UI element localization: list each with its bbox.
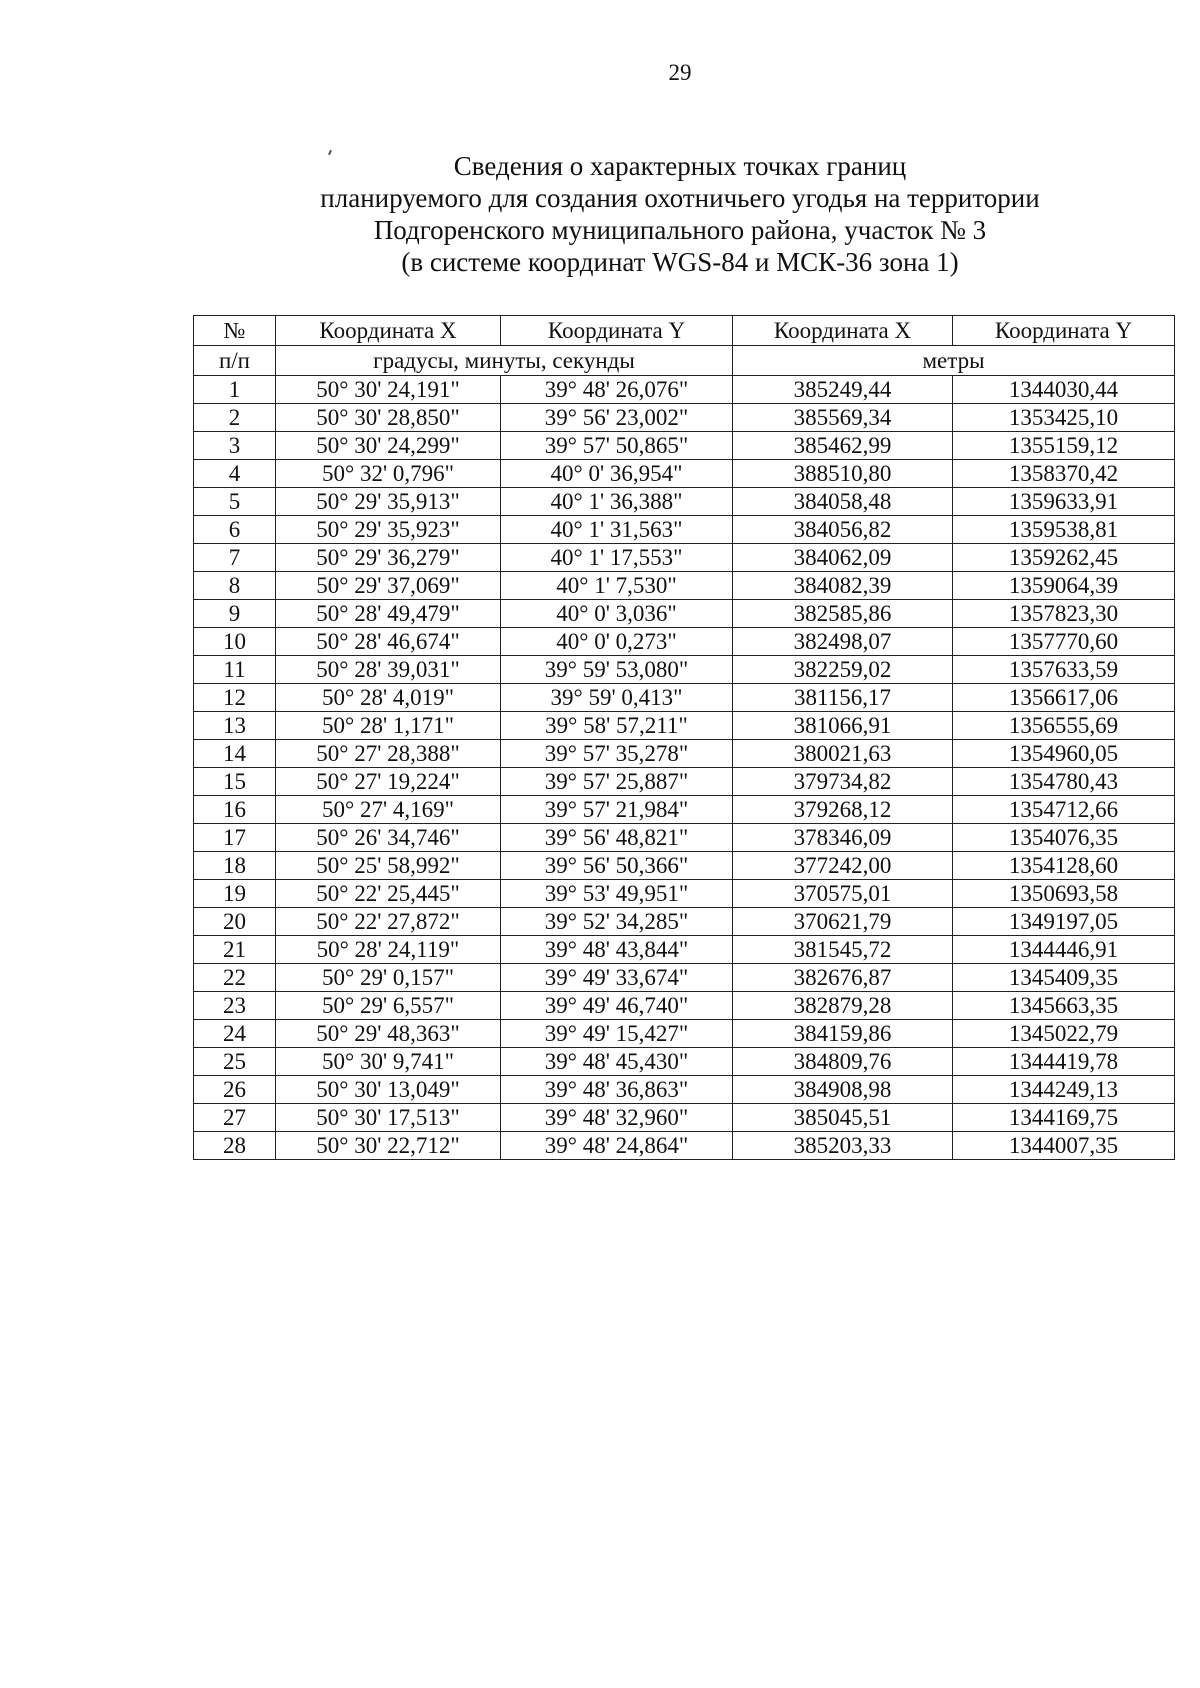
latitude-dms-cell: 50° 22' 27,872" xyxy=(276,908,501,936)
latitude-dms-cell: 50° 29' 0,157" xyxy=(276,964,501,992)
header-row xyxy=(194,316,1175,346)
title-line: (в системе координат WGS-84 и МСК-36 зона 1) xyxy=(401,247,959,277)
latitude-dms-cell: 50° 27' 19,224" xyxy=(276,768,501,796)
latitude-dms-cell: 50° 29' 35,923" xyxy=(276,516,501,544)
point-number-cell: 3 xyxy=(194,432,276,460)
x-meters-cell: 370621,79 xyxy=(733,908,953,936)
y-meters-cell: 1344030,44 xyxy=(953,376,1175,404)
longitude-dms-cell: 39° 48' 26,076" xyxy=(501,376,733,404)
longitude-dms-cell: 40° 0' 3,036" xyxy=(501,600,733,628)
latitude-dms-cell: 50° 29' 6,557" xyxy=(276,992,501,1020)
longitude-dms-cell: 39° 49' 15,427" xyxy=(501,1020,733,1048)
point-number-cell: 25 xyxy=(194,1048,276,1076)
header-coord-x-meters: Координата X xyxy=(733,316,953,346)
y-meters-cell: 1354780,43 xyxy=(953,768,1175,796)
point-number-cell: 26 xyxy=(194,1076,276,1104)
longitude-dms-cell: 39° 57' 35,278" xyxy=(501,740,733,768)
longitude-dms-cell: 39° 58' 57,211" xyxy=(501,712,733,740)
point-number-cell: 24 xyxy=(194,1020,276,1048)
point-number-cell: 7 xyxy=(194,544,276,572)
point-number-cell: 6 xyxy=(194,516,276,544)
x-meters-cell: 384082,39 xyxy=(733,572,953,600)
point-number-cell: 19 xyxy=(194,880,276,908)
y-meters-cell: 1358370,42 xyxy=(953,460,1175,488)
y-meters-cell: 1359633,91 xyxy=(953,488,1175,516)
y-meters-cell: 1354128,60 xyxy=(953,852,1175,880)
longitude-dms-cell: 39° 48' 32,960" xyxy=(501,1104,733,1132)
latitude-dms-cell: 50° 28' 4,019" xyxy=(276,684,501,712)
table-row xyxy=(194,488,1175,516)
x-meters-cell: 384908,98 xyxy=(733,1076,953,1104)
longitude-dms-cell: 40° 0' 36,954" xyxy=(501,460,733,488)
y-meters-cell: 1359262,45 xyxy=(953,544,1175,572)
table-row xyxy=(194,1048,1175,1076)
longitude-dms-cell: 39° 57' 25,887" xyxy=(501,768,733,796)
longitude-dms-cell: 40° 1' 17,553" xyxy=(501,544,733,572)
table-row xyxy=(194,544,1175,572)
latitude-dms-cell: 50° 30' 24,191" xyxy=(276,376,501,404)
document-title xyxy=(200,150,1160,278)
y-meters-cell: 1357633,59 xyxy=(953,656,1175,684)
y-meters-cell: 1344249,13 xyxy=(953,1076,1175,1104)
latitude-dms-cell: 50° 28' 46,674" xyxy=(276,628,501,656)
point-number-cell: 5 xyxy=(194,488,276,516)
table-row xyxy=(194,1104,1175,1132)
table-row xyxy=(194,992,1175,1020)
x-meters-cell: 370575,01 xyxy=(733,880,953,908)
point-number-cell: 27 xyxy=(194,1104,276,1132)
page-number: 29 xyxy=(668,60,692,85)
x-meters-cell: 385569,34 xyxy=(733,404,953,432)
units-meters: метры xyxy=(733,346,1175,376)
x-meters-cell: 385462,99 xyxy=(733,432,953,460)
point-number-cell: 21 xyxy=(194,936,276,964)
point-number-cell: 12 xyxy=(194,684,276,712)
x-meters-cell: 378346,09 xyxy=(733,824,953,852)
x-meters-cell: 382259,02 xyxy=(733,656,953,684)
x-meters-cell: 385045,51 xyxy=(733,1104,953,1132)
point-number-cell: 10 xyxy=(194,628,276,656)
point-number-cell: 4 xyxy=(194,460,276,488)
point-number-cell: 1 xyxy=(194,376,276,404)
y-meters-cell: 1344419,78 xyxy=(953,1048,1175,1076)
y-meters-cell: 1353425,10 xyxy=(953,404,1175,432)
coordinates-table xyxy=(193,315,1175,1160)
latitude-dms-cell: 50° 28' 24,119" xyxy=(276,936,501,964)
longitude-dms-cell: 39° 56' 48,821" xyxy=(501,824,733,852)
longitude-dms-cell: 40° 1' 31,563" xyxy=(501,516,733,544)
latitude-dms-cell: 50° 30' 22,712" xyxy=(276,1132,501,1160)
latitude-dms-cell: 50° 25' 58,992" xyxy=(276,852,501,880)
table-row xyxy=(194,1020,1175,1048)
point-number-cell: 28 xyxy=(194,1132,276,1160)
y-meters-cell: 1354712,66 xyxy=(953,796,1175,824)
table-row xyxy=(194,740,1175,768)
point-number-cell: 2 xyxy=(194,404,276,432)
x-meters-cell: 380021,63 xyxy=(733,740,953,768)
title-line: планируемого для создания охотничьего угодья на территории xyxy=(320,183,1040,213)
y-meters-cell: 1344007,35 xyxy=(953,1132,1175,1160)
point-number-cell: 22 xyxy=(194,964,276,992)
point-number-cell: 23 xyxy=(194,992,276,1020)
table-row xyxy=(194,936,1175,964)
point-number-cell: 9 xyxy=(194,600,276,628)
latitude-dms-cell: 50° 29' 48,363" xyxy=(276,1020,501,1048)
y-meters-cell: 1357823,30 xyxy=(953,600,1175,628)
point-number-cell: 17 xyxy=(194,824,276,852)
x-meters-cell: 381066,91 xyxy=(733,712,953,740)
latitude-dms-cell: 50° 30' 9,741" xyxy=(276,1048,501,1076)
y-meters-cell: 1345022,79 xyxy=(953,1020,1175,1048)
latitude-dms-cell: 50° 28' 39,031" xyxy=(276,656,501,684)
latitude-dms-cell: 50° 29' 35,913" xyxy=(276,488,501,516)
x-meters-cell: 379268,12 xyxy=(733,796,953,824)
point-number-cell: 16 xyxy=(194,796,276,824)
table-row xyxy=(194,572,1175,600)
latitude-dms-cell: 50° 29' 36,279" xyxy=(276,544,501,572)
y-meters-cell: 1344446,91 xyxy=(953,936,1175,964)
header-num-sub: п/п xyxy=(194,346,276,376)
longitude-dms-cell: 39° 48' 36,863" xyxy=(501,1076,733,1104)
x-meters-cell: 382585,86 xyxy=(733,600,953,628)
longitude-dms-cell: 39° 59' 53,080" xyxy=(501,656,733,684)
table-row xyxy=(194,656,1175,684)
latitude-dms-cell: 50° 30' 24,299" xyxy=(276,432,501,460)
longitude-dms-cell: 39° 52' 34,285" xyxy=(501,908,733,936)
y-meters-cell: 1359538,81 xyxy=(953,516,1175,544)
x-meters-cell: 384058,48 xyxy=(733,488,953,516)
latitude-dms-cell: 50° 30' 17,513" xyxy=(276,1104,501,1132)
x-meters-cell: 377242,00 xyxy=(733,852,953,880)
title-line: Подгоренского муниципального района, участок № 3 xyxy=(373,215,987,245)
longitude-dms-cell: 39° 48' 45,430" xyxy=(501,1048,733,1076)
y-meters-cell: 1356617,06 xyxy=(953,684,1175,712)
x-meters-cell: 379734,82 xyxy=(733,768,953,796)
x-meters-cell: 384159,86 xyxy=(733,1020,953,1048)
point-number-cell: 8 xyxy=(194,572,276,600)
y-meters-cell: 1350693,58 xyxy=(953,880,1175,908)
x-meters-cell: 382676,87 xyxy=(733,964,953,992)
longitude-dms-cell: 39° 49' 33,674" xyxy=(501,964,733,992)
x-meters-cell: 385249,44 xyxy=(733,376,953,404)
longitude-dms-cell: 39° 53' 49,951" xyxy=(501,880,733,908)
y-meters-cell: 1345663,35 xyxy=(953,992,1175,1020)
longitude-dms-cell: 39° 48' 43,844" xyxy=(501,936,733,964)
point-number-cell: 11 xyxy=(194,656,276,684)
latitude-dms-cell: 50° 26' 34,746" xyxy=(276,824,501,852)
table-row xyxy=(194,376,1175,404)
table-row xyxy=(194,404,1175,432)
y-meters-cell: 1356555,69 xyxy=(953,712,1175,740)
point-number-cell: 15 xyxy=(194,768,276,796)
longitude-dms-cell: 40° 1' 36,388" xyxy=(501,488,733,516)
y-meters-cell: 1349197,05 xyxy=(953,908,1175,936)
units-degrees: градусы, минуты, секунды xyxy=(276,346,733,376)
latitude-dms-cell: 50° 32' 0,796" xyxy=(276,460,501,488)
x-meters-cell: 381156,17 xyxy=(733,684,953,712)
header-coord-x-degrees: Координата X xyxy=(276,316,501,346)
y-meters-cell: 1354076,35 xyxy=(953,824,1175,852)
x-meters-cell: 385203,33 xyxy=(733,1132,953,1160)
latitude-dms-cell: 50° 30' 28,850" xyxy=(276,404,501,432)
latitude-dms-cell: 50° 27' 4,169" xyxy=(276,796,501,824)
table-row xyxy=(194,516,1175,544)
point-number-cell: 13 xyxy=(194,712,276,740)
longitude-dms-cell: 39° 59' 0,413" xyxy=(501,684,733,712)
latitude-dms-cell: 50° 29' 37,069" xyxy=(276,572,501,600)
x-meters-cell: 384062,09 xyxy=(733,544,953,572)
x-meters-cell: 381545,72 xyxy=(733,936,953,964)
latitude-dms-cell: 50° 28' 1,171" xyxy=(276,712,501,740)
units-row xyxy=(194,346,1175,376)
longitude-dms-cell: 40° 0' 0,273" xyxy=(501,628,733,656)
x-meters-cell: 382879,28 xyxy=(733,992,953,1020)
latitude-dms-cell: 50° 30' 13,049" xyxy=(276,1076,501,1104)
latitude-dms-cell: 50° 22' 25,445" xyxy=(276,880,501,908)
table-row xyxy=(194,852,1175,880)
longitude-dms-cell: 39° 57' 21,984" xyxy=(501,796,733,824)
table-row xyxy=(194,1076,1175,1104)
table-body xyxy=(194,376,1175,1160)
latitude-dms-cell: 50° 28' 49,479" xyxy=(276,600,501,628)
point-number-cell: 14 xyxy=(194,740,276,768)
table-row xyxy=(194,824,1175,852)
header-coord-y-degrees: Координата Y xyxy=(501,316,733,346)
table-row xyxy=(194,908,1175,936)
longitude-dms-cell: 39° 49' 46,740" xyxy=(501,992,733,1020)
table-row xyxy=(194,796,1175,824)
longitude-dms-cell: 39° 48' 24,864" xyxy=(501,1132,733,1160)
table-row xyxy=(194,460,1175,488)
table-row xyxy=(194,712,1175,740)
y-meters-cell: 1357770,60 xyxy=(953,628,1175,656)
y-meters-cell: 1345409,35 xyxy=(953,964,1175,992)
x-meters-cell: 382498,07 xyxy=(733,628,953,656)
table-row xyxy=(194,1132,1175,1160)
latitude-dms-cell: 50° 27' 28,388" xyxy=(276,740,501,768)
x-meters-cell: 384056,82 xyxy=(733,516,953,544)
x-meters-cell: 388510,80 xyxy=(733,460,953,488)
table-row xyxy=(194,880,1175,908)
point-number-cell: 18 xyxy=(194,852,276,880)
longitude-dms-cell: 40° 1' 7,530" xyxy=(501,572,733,600)
point-number-cell: 20 xyxy=(194,908,276,936)
y-meters-cell: 1359064,39 xyxy=(953,572,1175,600)
table-row xyxy=(194,600,1175,628)
x-meters-cell: 384809,76 xyxy=(733,1048,953,1076)
title-line: Сведения о характерных точках границ xyxy=(453,151,907,181)
longitude-dms-cell: 39° 56' 50,366" xyxy=(501,852,733,880)
y-meters-cell: 1355159,12 xyxy=(953,432,1175,460)
longitude-dms-cell: 39° 57' 50,865" xyxy=(501,432,733,460)
table-row xyxy=(194,432,1175,460)
header-num: № xyxy=(194,316,276,346)
longitude-dms-cell: 39° 56' 23,002" xyxy=(501,404,733,432)
y-meters-cell: 1344169,75 xyxy=(953,1104,1175,1132)
table-row xyxy=(194,768,1175,796)
table-row xyxy=(194,684,1175,712)
table-row xyxy=(194,964,1175,992)
table-row xyxy=(194,628,1175,656)
header-coord-y-meters: Координата Y xyxy=(953,316,1175,346)
y-meters-cell: 1354960,05 xyxy=(953,740,1175,768)
